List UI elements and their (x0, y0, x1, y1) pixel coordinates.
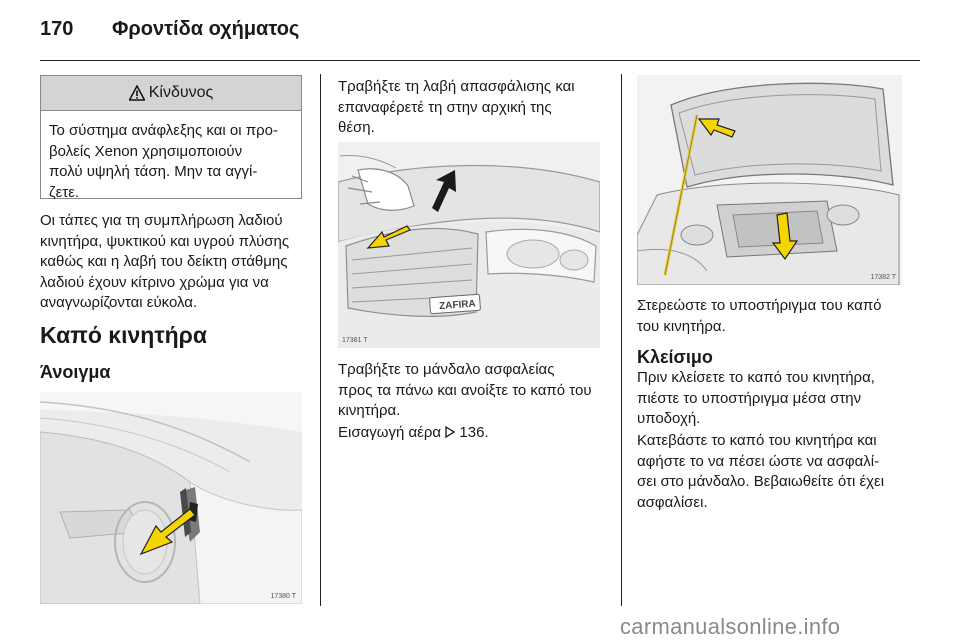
paragraph-line: κινητήρα. (338, 402, 401, 419)
air-intake-label: Εισαγωγή αέρα (338, 424, 442, 441)
figure-bonnet-stay (637, 75, 902, 285)
warning-header (41, 76, 301, 111)
paragraph-line: σει στο μάνδαλο. Βεβαιωθείτε ότι έχει (637, 473, 885, 490)
bonnet-stay-illustration (637, 75, 902, 285)
watermark: carmanualsonline.info (620, 614, 841, 639)
column-divider-2 (621, 74, 622, 606)
figure-release-lever (40, 392, 302, 604)
warning-triangle-icon (129, 85, 145, 101)
page-reference-triangle-icon (445, 426, 455, 438)
figure-code: 17381 T (342, 337, 368, 344)
page-header (40, 14, 920, 54)
secure-stay-paragraph (637, 296, 907, 337)
paragraph-line: θέση. (338, 119, 375, 136)
closing-paragraph-1 (637, 368, 912, 430)
warning-box (40, 75, 302, 199)
paragraph-line: υποδοχή. (637, 410, 701, 427)
paragraph-line: Τραβήξτε το μάνδαλο ασφαλείας (338, 361, 555, 378)
warning-title: Κίνδυνος (148, 84, 214, 101)
warning-line: Το σύστημα ανάφλεξης και οι προ- (49, 122, 278, 139)
paragraph-line: του κινητήρα. (637, 317, 726, 335)
release-lever-illustration (40, 392, 302, 604)
page-number: 170 (40, 18, 74, 40)
safety-catch-paragraph (338, 360, 608, 422)
figure-code: 17380 T (270, 593, 296, 600)
air-intake-page-ref[interactable]: 136. (459, 424, 489, 441)
paragraph-line: καθώς και η λαβή του δείκτη στάθμης (40, 253, 288, 270)
paragraph-line: Στερεώστε το υποστήριγμα του καπό (637, 297, 882, 314)
warning-line: πολύ υψηλή τάση. Μην τα αγγί- (49, 163, 258, 180)
warning-line: ζετε. (49, 183, 80, 201)
paragraph-line: αφήστε το να πέσει ώστε να ασφαλί- (637, 452, 880, 470)
section-title: Φροντίδα οχήματος (112, 18, 300, 40)
paragraph-line: Οι τάπες για τη συμπλήρωση λαδιού (40, 212, 283, 229)
figure-safety-catch (338, 142, 600, 348)
column-divider-1 (320, 74, 321, 606)
safety-catch-illustration (338, 142, 600, 348)
paragraph-line: Πριν κλείσετε το καπό του κινητήρα, (637, 369, 875, 386)
paragraph-line: λαδιού έχουν κίτρινο χρώμα για να (40, 273, 269, 291)
air-intake-reference (338, 423, 608, 444)
paragraph-line: πιέστε το υποστήριγμα μέσα στην (637, 389, 862, 407)
caps-paragraph (40, 211, 310, 314)
release-handle-paragraph (338, 77, 608, 139)
warning-text (41, 111, 301, 203)
subheading-closing: Κλείσιμο (637, 347, 713, 367)
paragraph-line: ασφαλίσει. (637, 493, 708, 511)
paragraph-line: αναγνωρίζονται εύκολα. (40, 294, 198, 311)
warning-line: βολείς Xenon χρησιμοποιούν (49, 142, 243, 160)
subheading-opening: Άνοιγμα (40, 362, 111, 382)
closing-paragraph-2 (637, 431, 912, 513)
zafira-badge: ZAFIRA (438, 298, 477, 313)
section-heading-bonnet: Καπό κινητήρα (40, 322, 208, 348)
paragraph-line: προς τα πάνω και ανοίξτε το καπό του (338, 381, 592, 399)
paragraph-line: επαναφέρετέ τη στην αρχική της (338, 98, 552, 116)
paragraph-line: Τραβήξτε τη λαβή απασφάλισης και (338, 78, 575, 95)
paragraph-line: κινητήρα, ψυκτικού και υγρού πλύσης (40, 232, 290, 250)
figure-code: 17382 T (870, 274, 896, 281)
paragraph-line: Κατεβάστε το καπό του κινητήρα και (637, 432, 877, 449)
header-rule (40, 60, 920, 61)
